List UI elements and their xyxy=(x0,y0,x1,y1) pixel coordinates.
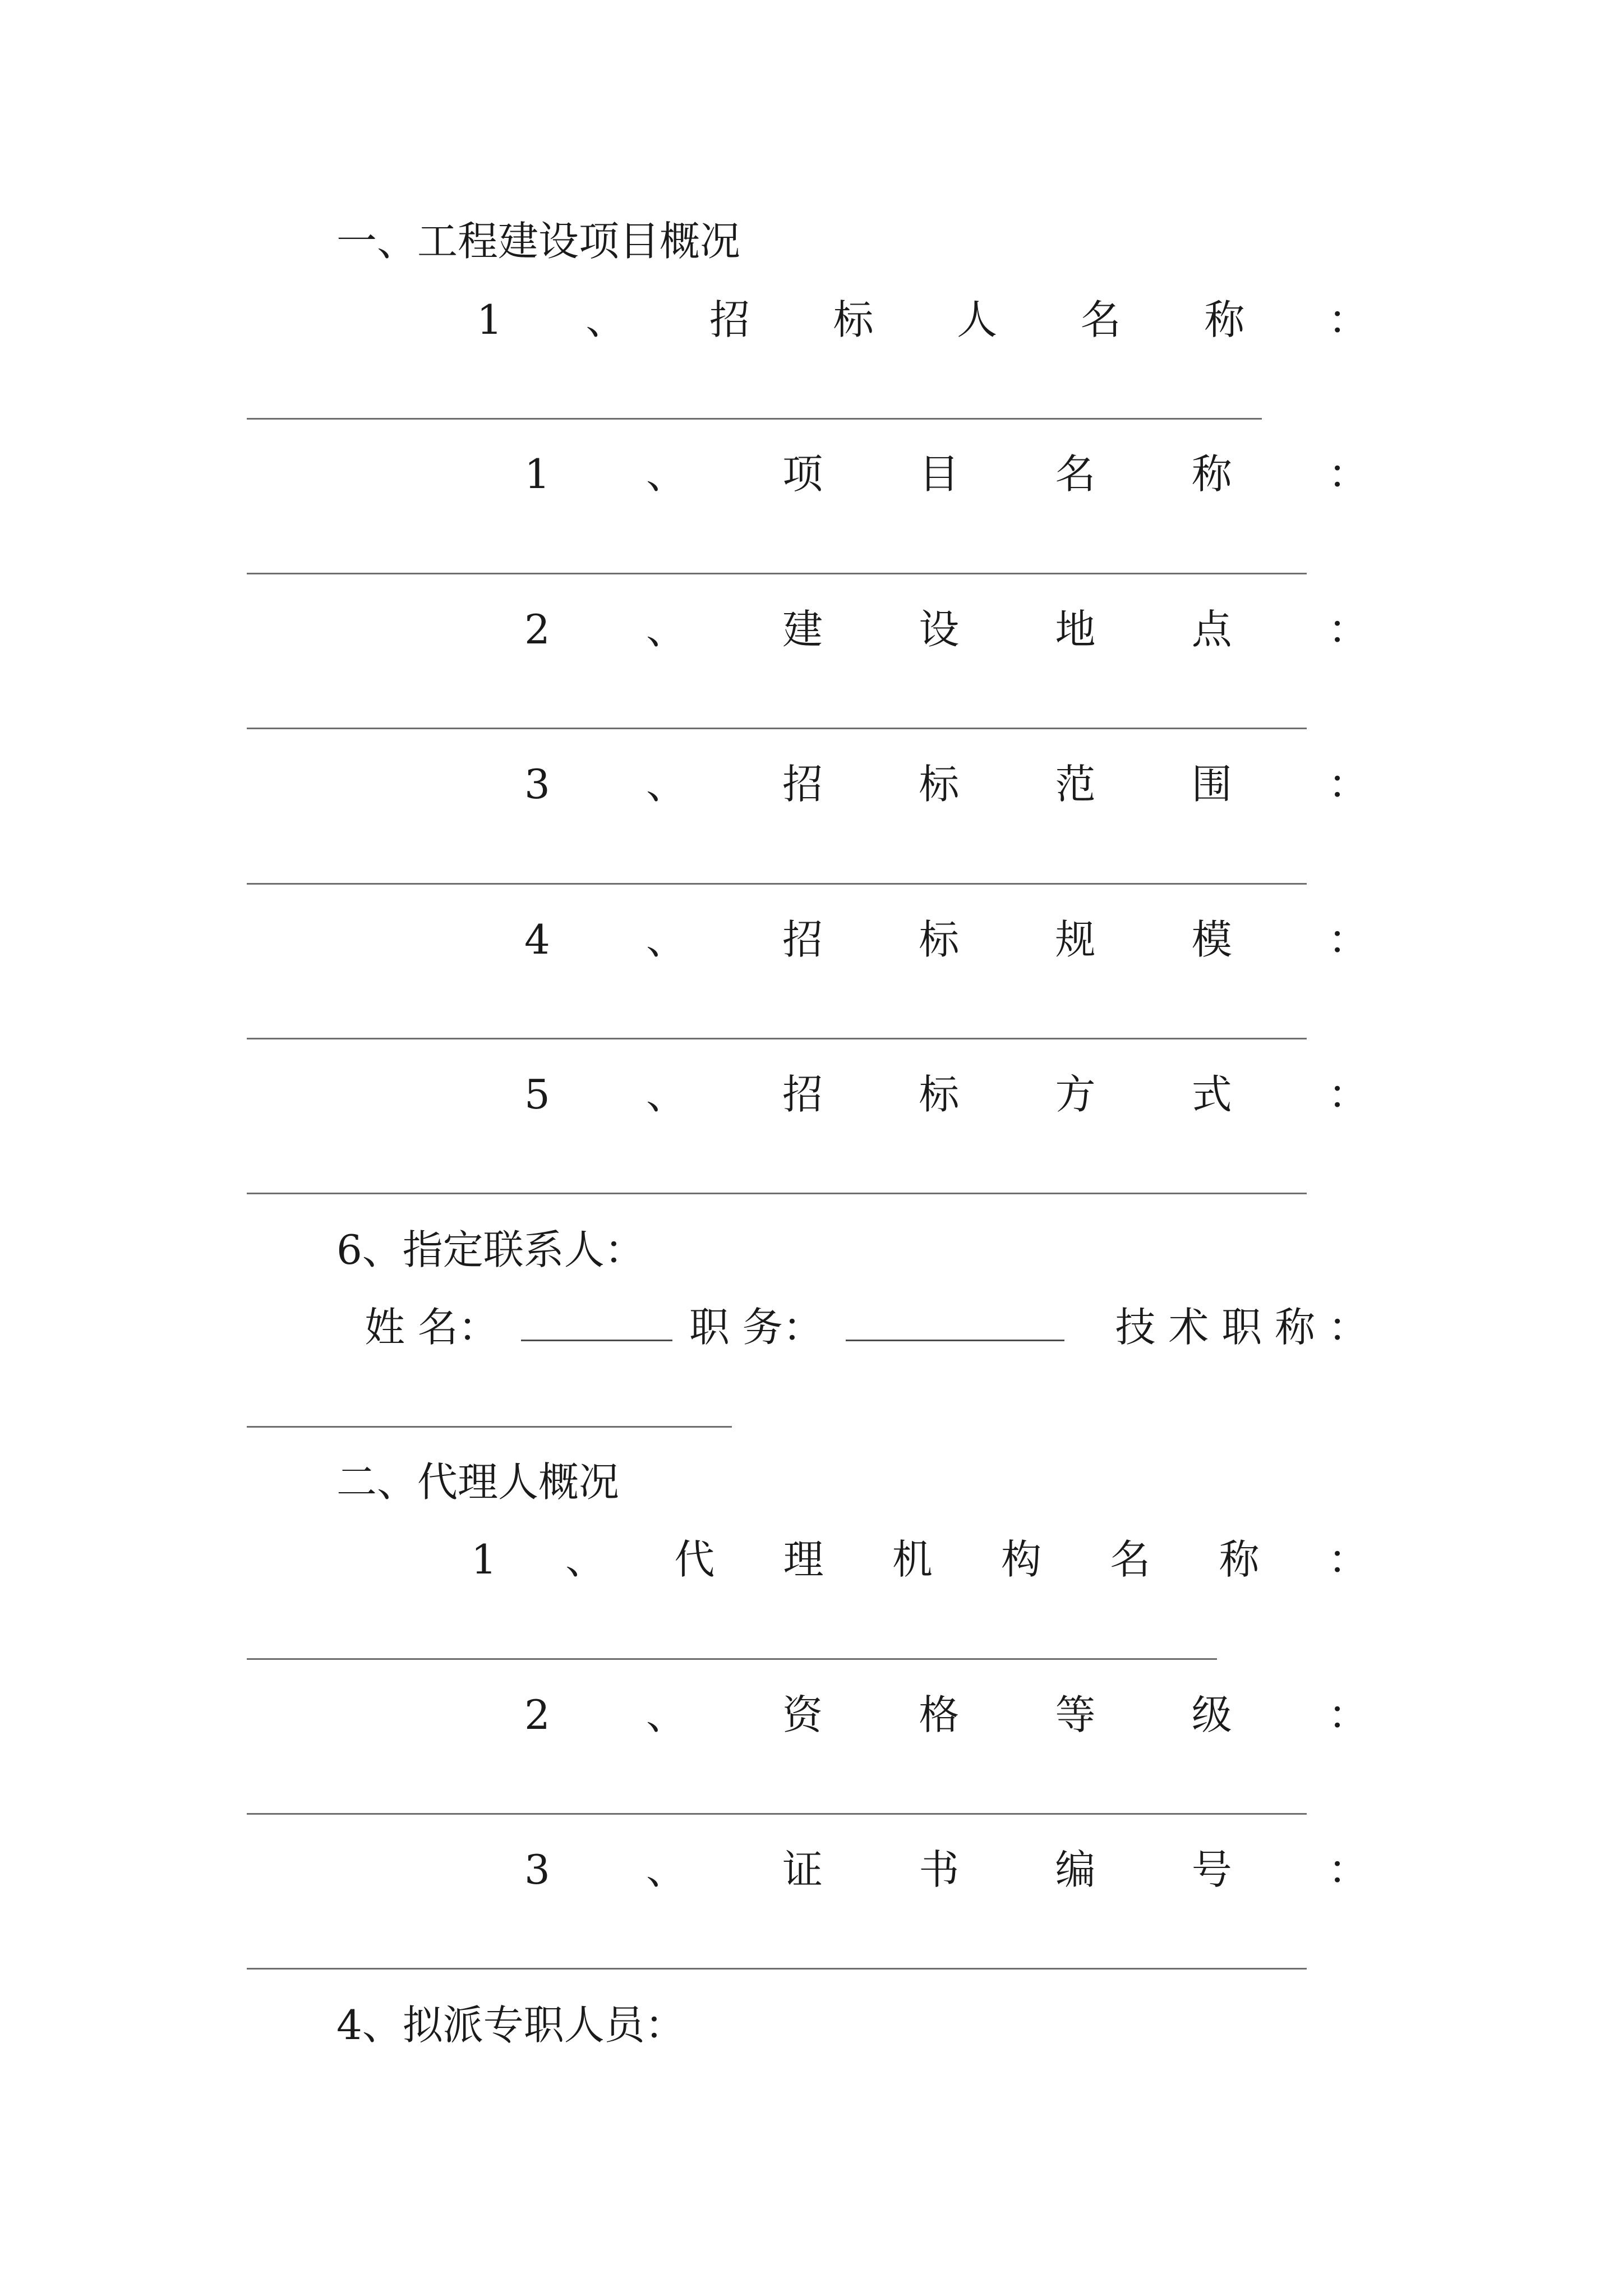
tender-size-label: 4 、 招 标 规 模 ： xyxy=(524,916,1368,963)
contact-name-blank[interactable] xyxy=(521,1306,672,1341)
tenderer-name-fill-line[interactable] xyxy=(247,418,1262,420)
tenderer-name-label: 1 、 招 标 人 名 称 ： xyxy=(477,296,1368,343)
tender-method-label: 5 、 招 标 方 式 ： xyxy=(524,1071,1368,1118)
project-name-label: 1 、 项 目 名 称 ： xyxy=(524,450,1368,498)
contact-row xyxy=(365,1299,1368,1355)
contact-title-fill-line[interactable] xyxy=(247,1426,732,1428)
agency-name-fill-line[interactable] xyxy=(247,1658,1217,1660)
project-name-fill-line[interactable] xyxy=(247,573,1307,574)
staff-heading: 4、拟派专职人员： xyxy=(336,2001,685,2049)
section2-heading: 二、代理人概况 xyxy=(336,1458,620,1506)
construction-site-fill-line[interactable] xyxy=(247,728,1307,729)
contact-title-label: 技 术 职 称 ： xyxy=(1115,1304,1368,1351)
qualification-level-fill-line[interactable] xyxy=(247,1813,1307,1815)
tender-size-fill-line[interactable] xyxy=(247,1038,1307,1039)
qualification-level-label: 2 、 资 格 等 级 ： xyxy=(524,1691,1368,1738)
contact-name-label: 姓 名： xyxy=(365,1304,499,1351)
tender-scope-fill-line[interactable] xyxy=(247,883,1307,885)
certificate-number-fill-line[interactable] xyxy=(247,1968,1307,1970)
certificate-number-label: 3 、 证 书 编 号 ： xyxy=(524,1846,1368,1893)
tender-scope-label: 3 、 招 标 范 围 ： xyxy=(524,761,1368,808)
tender-method-fill-line[interactable] xyxy=(247,1193,1307,1194)
contact-duty-blank[interactable] xyxy=(846,1306,1064,1341)
contact-duty-label: 职 务： xyxy=(689,1304,823,1351)
construction-site-label: 2 、 建 设 地 点 ： xyxy=(524,606,1368,653)
agency-name-label: 1 、 代 理 机 构 名 称 ： xyxy=(471,1536,1368,1583)
section1-heading: 一、工程建设项目概况 xyxy=(336,218,741,265)
contact-heading: 6、指定联系人： xyxy=(336,1226,645,1273)
